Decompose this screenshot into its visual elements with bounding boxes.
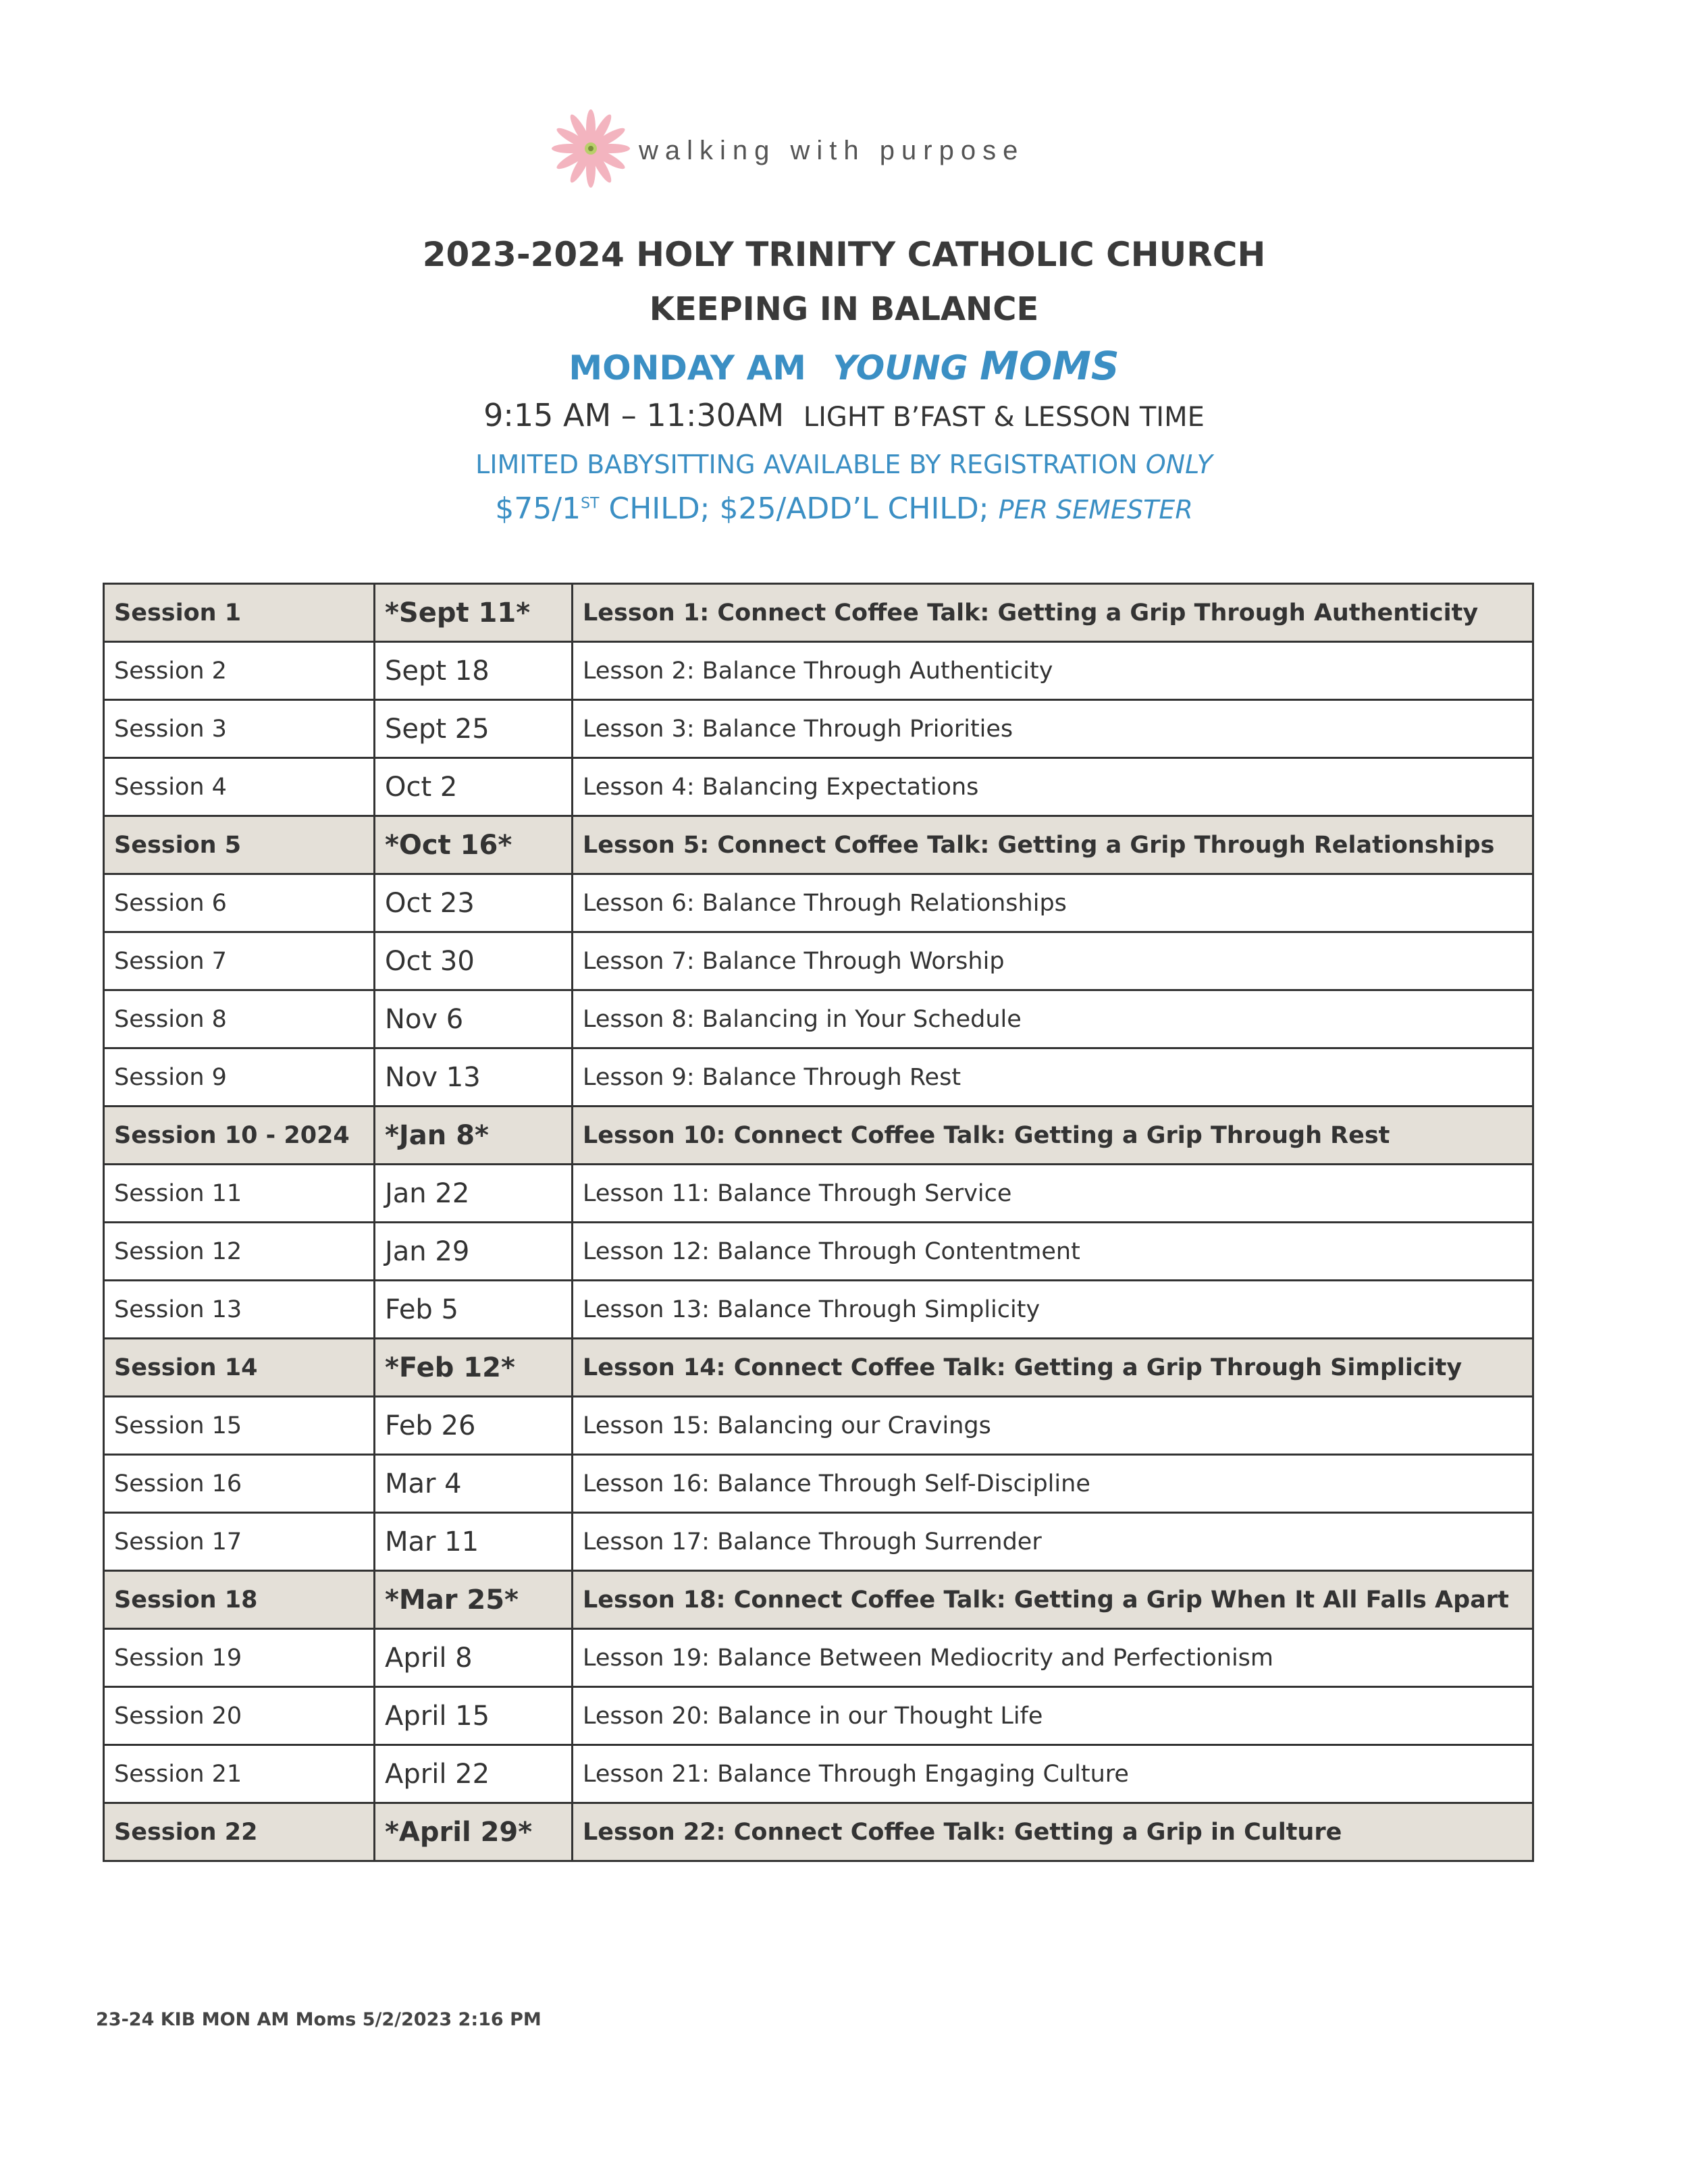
lesson-cell: Lesson 12: Balance Through Contentment (573, 1223, 1533, 1281)
logo (547, 108, 1024, 189)
session-cell: Session 14 (104, 1339, 375, 1397)
lesson-cell: Lesson 19: Balance Between Mediocrity and Perfectionism (573, 1629, 1533, 1687)
time-detail: LIGHT B’FAST & LESSON TIME (803, 402, 1205, 433)
lesson-cell: Lesson 15: Balancing our Cravings (573, 1397, 1533, 1455)
date-cell: *Sept 11* (375, 584, 573, 642)
date-cell: Feb 26 (375, 1397, 573, 1455)
session-cell: Session 6 (104, 874, 375, 932)
date-cell: Sept 25 (375, 700, 573, 758)
title-line-2: KEEPING IN BALANCE (649, 290, 1039, 328)
table-row (104, 1281, 1533, 1339)
session-cell: Session 22 (104, 1803, 375, 1861)
date-cell: *Oct 16* (375, 816, 573, 874)
lesson-cell: Lesson 4: Balancing Expectations (573, 758, 1533, 816)
lesson-cell: Lesson 13: Balance Through Simplicity (573, 1281, 1533, 1339)
table-row (104, 642, 1533, 700)
table-row (104, 1455, 1533, 1513)
table-row (104, 1629, 1533, 1687)
date-cell: Oct 30 (375, 932, 573, 990)
session-cell: Session 16 (104, 1455, 375, 1513)
title-line-1: 2023-2024 HOLY TRINITY CATHOLIC CHURCH (422, 235, 1266, 274)
lesson-cell: Lesson 21: Balance Through Engaging Culture (573, 1745, 1533, 1803)
time-line (0, 397, 1688, 433)
date-cell: April 15 (375, 1687, 573, 1745)
group-young: YOUNG (833, 348, 968, 388)
date-cell: Mar 11 (375, 1513, 573, 1571)
table-row (104, 1687, 1533, 1745)
date-cell: *Jan 8* (375, 1107, 573, 1165)
price-line (0, 491, 1688, 526)
session-cell: Session 8 (104, 990, 375, 1048)
lesson-cell: Lesson 6: Balance Through Relationships (573, 874, 1533, 932)
session-cell: Session 13 (104, 1281, 375, 1339)
table-row (104, 1107, 1533, 1165)
lesson-cell: Lesson 2: Balance Through Authenticity (573, 642, 1533, 700)
lesson-cell: Lesson 18: Connect Coffee Talk: Getting a Grip When It All Falls Apart (573, 1571, 1533, 1629)
lesson-cell: Lesson 10: Connect Coffee Talk: Getting a Grip Through Rest (573, 1107, 1533, 1165)
babysitting-only: ONLY (1145, 450, 1213, 479)
lesson-cell: Lesson 17: Balance Through Surrender (573, 1513, 1533, 1571)
session-cell: Session 9 (104, 1048, 375, 1107)
date-cell: Oct 2 (375, 758, 573, 816)
session-cell: Session 5 (104, 816, 375, 874)
date-cell: Sept 18 (375, 642, 573, 700)
session-cell: Session 17 (104, 1513, 375, 1571)
babysitting-text: LIMITED BABYSITTING AVAILABLE BY REGISTRATION (475, 450, 1138, 479)
lesson-cell: Lesson 8: Balancing in Your Schedule (573, 990, 1533, 1048)
lesson-cell: Lesson 22: Connect Coffee Talk: Getting a Grip in Culture (573, 1803, 1533, 1861)
group-heading (0, 343, 1688, 389)
price-per: PER SEMESTER (998, 495, 1193, 525)
lesson-cell: Lesson 14: Connect Coffee Talk: Getting a Grip Through Simplicity (573, 1339, 1533, 1397)
table-row (104, 1571, 1533, 1629)
table-row (104, 1048, 1533, 1107)
table-row (104, 990, 1533, 1048)
table-row (104, 816, 1533, 874)
table-row (104, 758, 1533, 816)
session-cell: Session 1 (104, 584, 375, 642)
session-cell: Session 20 (104, 1687, 375, 1745)
session-cell: Session 19 (104, 1629, 375, 1687)
session-cell: Session 18 (104, 1571, 375, 1629)
table-row (104, 1397, 1533, 1455)
price-first: $75/1 (495, 491, 581, 526)
session-cell: Session 4 (104, 758, 375, 816)
table-row (104, 1165, 1533, 1223)
schedule-table (103, 583, 1534, 1862)
date-cell: *April 29* (375, 1803, 573, 1861)
table-row (104, 584, 1533, 642)
session-cell: Session 3 (104, 700, 375, 758)
session-cell: Session 11 (104, 1165, 375, 1223)
session-cell: Session 10 - 2024 (104, 1107, 375, 1165)
date-cell: Nov 13 (375, 1048, 573, 1107)
session-cell: Session 21 (104, 1745, 375, 1803)
date-cell: Nov 6 (375, 990, 573, 1048)
lesson-cell: Lesson 20: Balance in our Thought Life (573, 1687, 1533, 1745)
table-row (104, 1339, 1533, 1397)
time: 9:15 AM – 11:30AM (483, 397, 785, 433)
date-cell: April 22 (375, 1745, 573, 1803)
footer-stamp: 23-24 KIB MON AM Moms 5/2/2023 2:16 PM (96, 2009, 542, 2030)
lesson-cell: Lesson 9: Balance Through Rest (573, 1048, 1533, 1107)
logo-tagline: walking with purpose (639, 135, 1025, 165)
price-rest: CHILD; $25/ADD’L CHILD; (608, 491, 989, 526)
table-row (104, 932, 1533, 990)
table-row (104, 1745, 1533, 1803)
lesson-cell: Lesson 1: Connect Coffee Talk: Getting a Grip Through Authenticity (573, 584, 1533, 642)
group-monday-am: MONDAY AM (569, 348, 806, 388)
date-cell: *Feb 12* (375, 1339, 573, 1397)
table-row (104, 1803, 1533, 1861)
table-row (104, 700, 1533, 758)
lesson-cell: Lesson 3: Balance Through Priorities (573, 700, 1533, 758)
table-row (104, 1513, 1533, 1571)
session-cell: Session 2 (104, 642, 375, 700)
lesson-cell: Lesson 11: Balance Through Service (573, 1165, 1533, 1223)
group-moms: MOMS (980, 343, 1119, 389)
date-cell: April 8 (375, 1629, 573, 1687)
date-cell: Jan 29 (375, 1223, 573, 1281)
lesson-cell: Lesson 16: Balance Through Self-Discipline (573, 1455, 1533, 1513)
flower-icon (547, 108, 635, 189)
table-row (104, 1223, 1533, 1281)
table-row (104, 874, 1533, 932)
date-cell: Jan 22 (375, 1165, 573, 1223)
babysitting-line (0, 450, 1688, 479)
date-cell: Mar 4 (375, 1455, 573, 1513)
lesson-cell: Lesson 5: Connect Coffee Talk: Getting a Grip Through Relationships (573, 816, 1533, 874)
date-cell: Oct 23 (375, 874, 573, 932)
date-cell: *Mar 25* (375, 1571, 573, 1629)
session-cell: Session 7 (104, 932, 375, 990)
lesson-cell: Lesson 7: Balance Through Worship (573, 932, 1533, 990)
price-first-sup: ST (581, 495, 600, 512)
session-cell: Session 15 (104, 1397, 375, 1455)
date-cell: Feb 5 (375, 1281, 573, 1339)
session-cell: Session 12 (104, 1223, 375, 1281)
